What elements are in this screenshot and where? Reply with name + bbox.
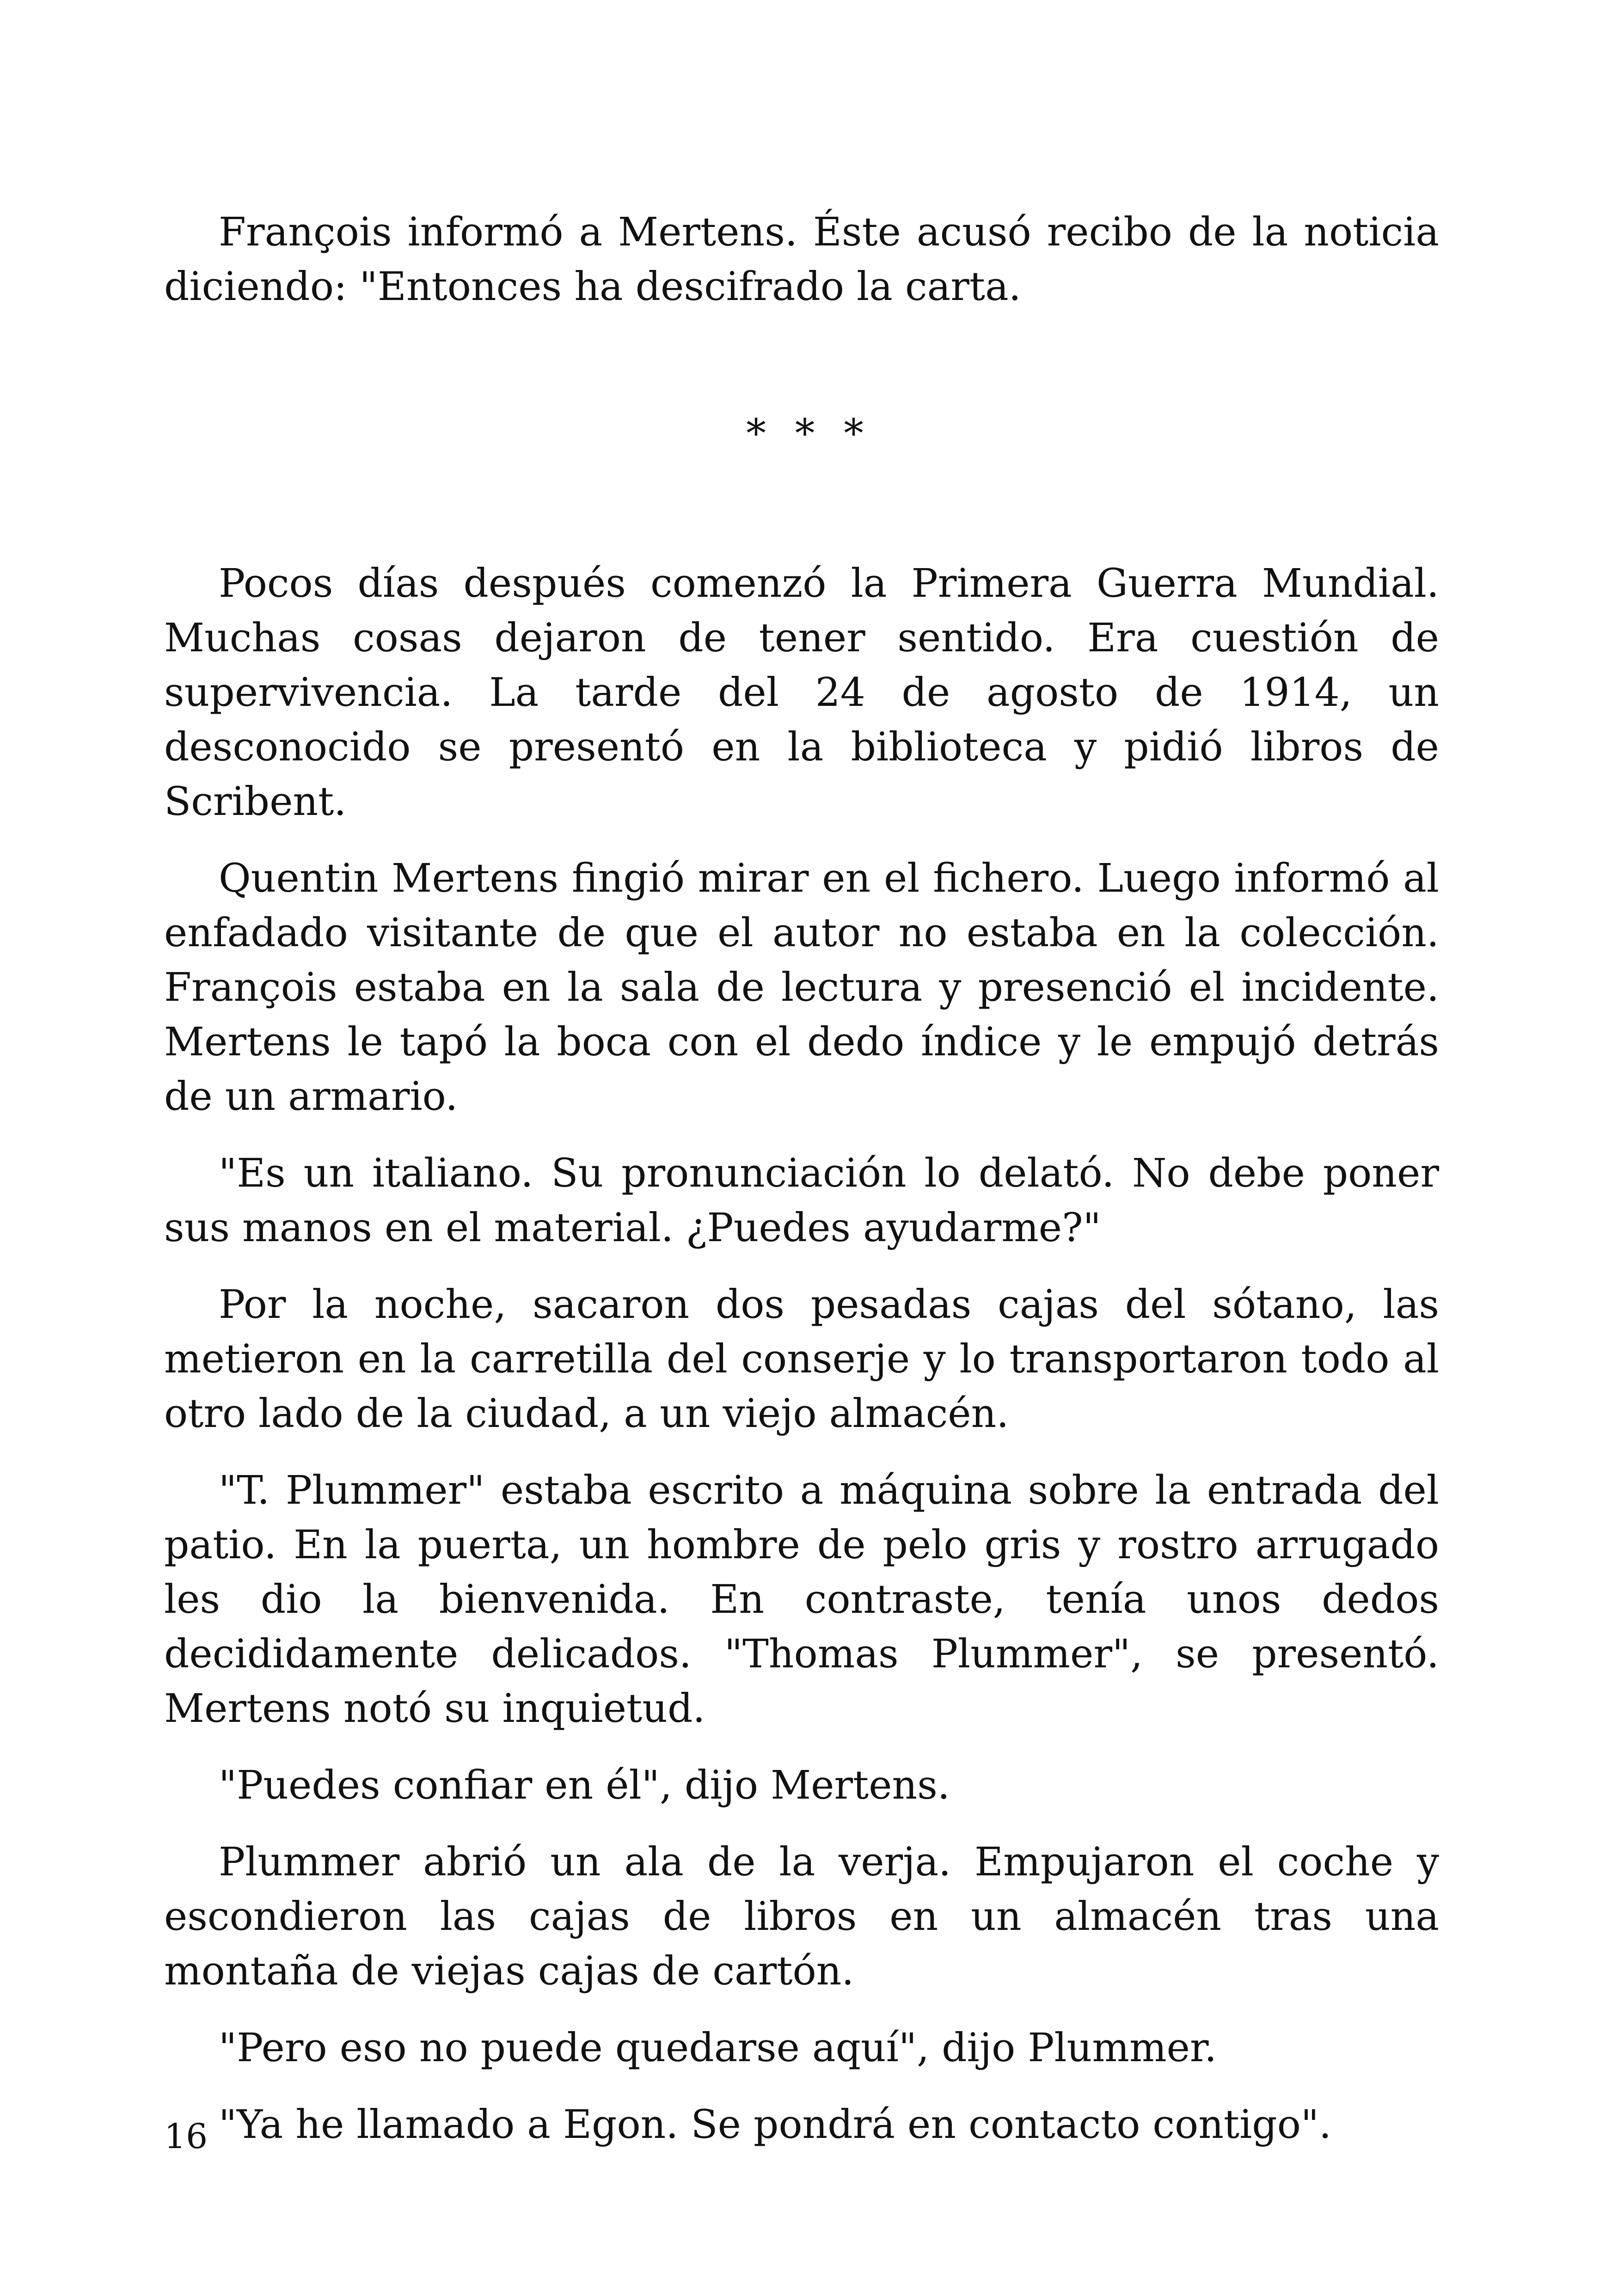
paragraph: "T. Plummer" estaba escrito a máquina sobre la entrada del patio. En la puerta, un hombre de pelo gris y rostro arrugado les dio la bienvenida. En contraste, tenía unos dedos decididamente delicados. "Thomas Plummer", se presentó. Mertens notó su inquietud. xyxy=(164,1468,1439,1732)
paragraph: "Puedes confiar en él", dijo Mertens. xyxy=(219,1763,950,1808)
paragraph: François informó a Mertens. Éste acusó recibo de la noticia diciendo: "Entonces ha descifrado la carta. xyxy=(164,209,1439,310)
paragraph: Por la noche, sacaron dos pesadas cajas del sótano, las metieron en la carretilla del conserje y lo transportaron todo al otro lado de la ciudad, a un viejo almacén. xyxy=(164,1282,1439,1437)
paragraph: "Es un italiano. Su pronunciación lo delató. No debe poner sus manos en el material. ¿Puedes ayudarme?" xyxy=(164,1151,1439,1251)
paragraph: "Pero eso no puede quedarse aquí", dijo Plummer. xyxy=(219,2025,1217,2071)
page-number: 16 xyxy=(164,2117,208,2156)
paragraph: Plummer abrió un ala de la verja. Empujaron el coche y escondieron las cajas de libros en un almacén tras una montaña de viejas cajas de cartón. xyxy=(164,1839,1439,1994)
paragraph: "Ya he llamado a Egon. Se pondrá en contacto contigo". xyxy=(219,2102,1331,2148)
main-section xyxy=(164,557,1439,2174)
paragraph: Pocos días después comenzó la Primera Guerra Mundial. Muchas cosas dejaron de tener sentido. Era cuestión de supervivencia. La tarde del 24 de agosto de 1914, un desconocido se presentó en la biblioteca y pidió libros de Scribent. xyxy=(164,561,1439,825)
paragraph: Quentin Mertens fingió mirar en el fichero. Luego informó al enfadado visitante de que el autor no estaba en la colección. François estaba en la sala de lectura y presenció el incidente. Mertens le tapó la boca con el dedo índice y le empujó detrás de un armario. xyxy=(164,856,1439,1120)
section-separator: * * * xyxy=(746,411,872,457)
opening-section xyxy=(164,205,1439,314)
